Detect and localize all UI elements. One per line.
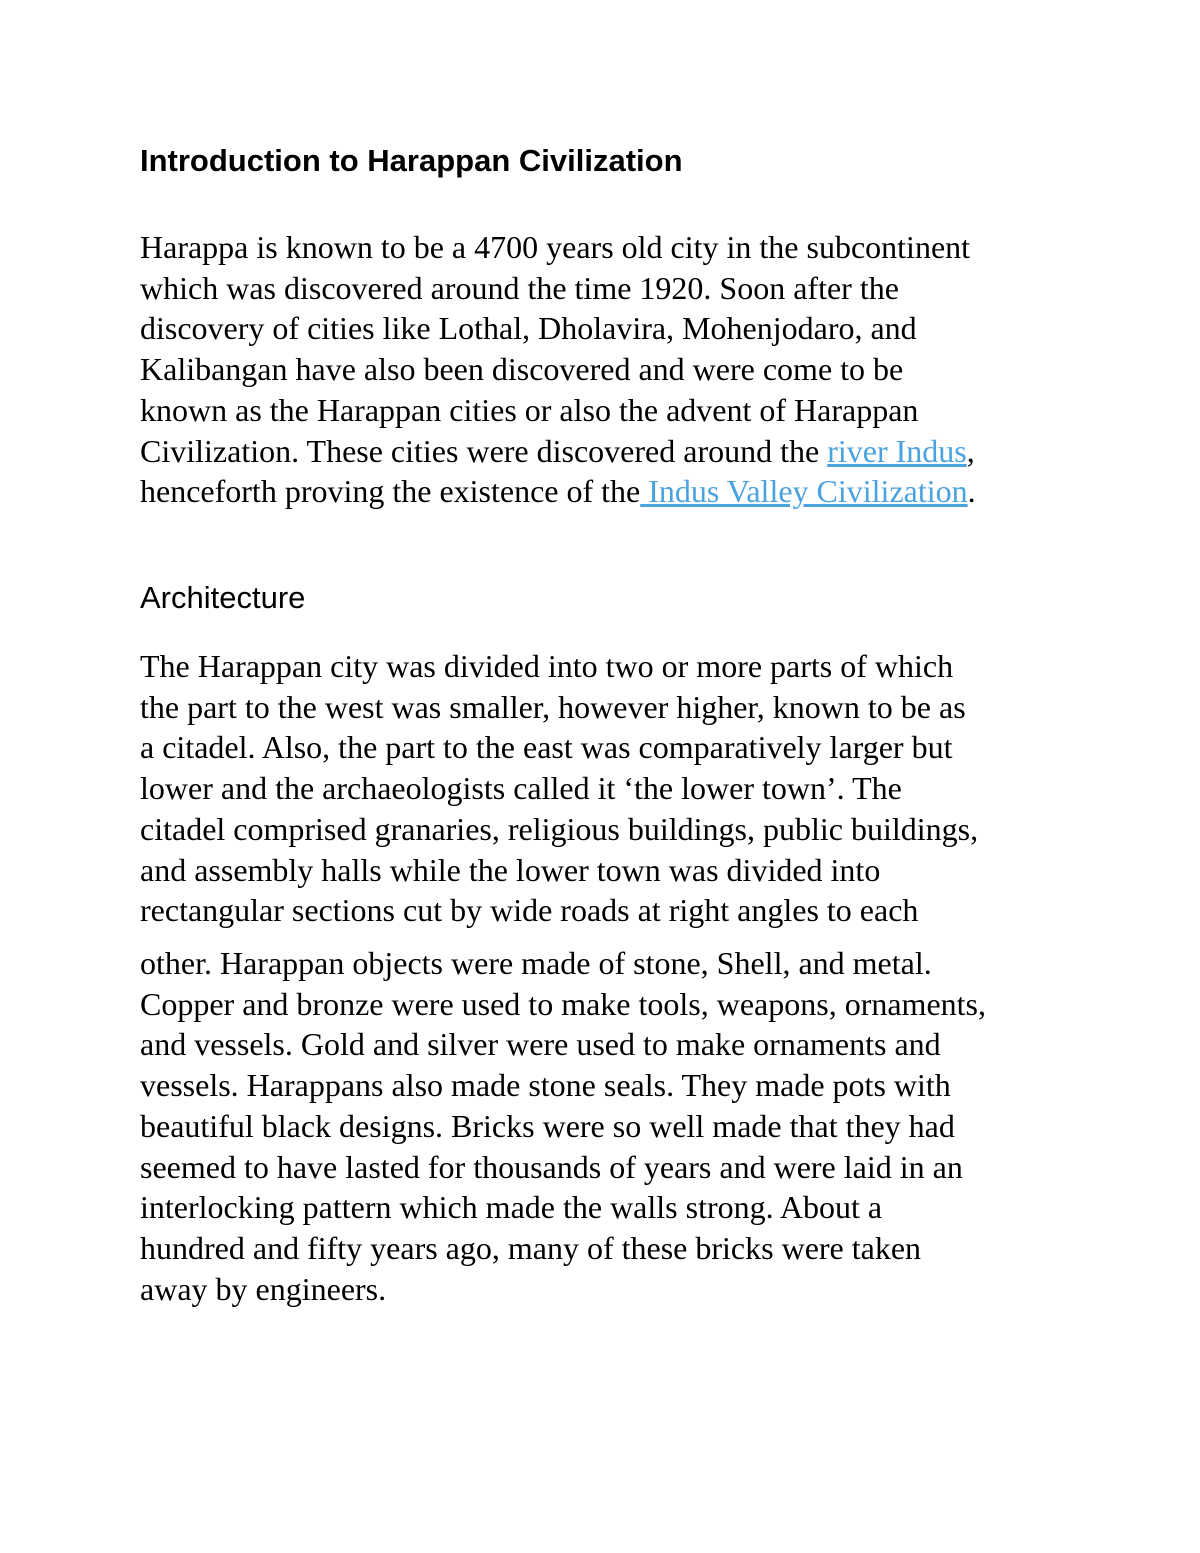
indus-valley-civilization-link[interactable]: Indus Valley Civilization [640, 473, 968, 510]
architecture-line-6: and assembly halls while the lower town was divided into [140, 851, 881, 888]
intro-line-1: Harappa is known to be a 4700 years old city in the subcontinent [140, 229, 971, 265]
intro-line-3: discovery of cities like Lothal, Dholavira, Mohenjodaro, and [140, 310, 917, 347]
intro-line-7-text: henceforth proving the existence of the [140, 473, 641, 510]
architecture-paragraph-part-2 [140, 943, 986, 1309]
architecture-line-13: seemed to have lasted for thousands of years and were laid in an [140, 1148, 963, 1185]
architecture-line-4: lower and the archaeologists called it ‘the lower town’. The [140, 770, 902, 807]
architecture-line-5: citadel comprised granaries, religious buildings, public buildings, [140, 810, 979, 847]
architecture-line-3: a citadel. Also, the part to the east was comparatively larger but [140, 729, 953, 766]
architecture-line-10: and vessels. Gold and silver were used to make ornaments and [140, 1026, 941, 1063]
architecture-line-2: the part to the west was smaller, however higher, known to be as [140, 688, 966, 725]
intro-paragraph [140, 227, 976, 512]
architecture-line-14: interlocking pattern which made the walls strong. About a [140, 1189, 883, 1226]
architecture-line-11: vessels. Harappans also made stone seals. They made pots with [140, 1067, 951, 1104]
intro-line-7-punct: . [967, 473, 976, 510]
architecture-line-12: beautiful black designs. Bricks were so well made that they had [140, 1107, 955, 1144]
intro-line-2: which was discovered around the time 1920. Soon after the [140, 269, 899, 306]
architecture-line-15: hundred and fifty years ago, many of these bricks were taken [140, 1229, 922, 1266]
architecture-line-16: away by engineers. [140, 1270, 387, 1307]
intro-line-6 [140, 431, 976, 472]
architecture-heading: Architecture [140, 580, 306, 615]
intro-line-4: Kalibangan have also been discovered and were come to be [140, 351, 904, 388]
architecture-paragraph-part-1 [140, 646, 978, 931]
intro-line-6-text: Civilization. These cities were discovered around the [140, 432, 828, 469]
document-title: Introduction to Harappan Civilization [140, 143, 683, 178]
intro-line-5: known as the Harappan cities or also the advent of Harappan [140, 391, 919, 428]
river-indus-link[interactable]: river Indus [827, 432, 967, 469]
architecture-line-7: rectangular sections cut by wide roads at right angles to each [140, 892, 919, 929]
intro-line-6-punct: , [966, 432, 975, 469]
architecture-line-8: other. Harappan objects were made of stone, Shell, and metal. [140, 945, 932, 981]
intro-line-7 [140, 471, 976, 512]
architecture-line-9: Copper and bronze were used to make tools, weapons, ornaments, [140, 985, 986, 1022]
architecture-line-1: The Harappan city was divided into two or more parts of which [140, 648, 954, 684]
